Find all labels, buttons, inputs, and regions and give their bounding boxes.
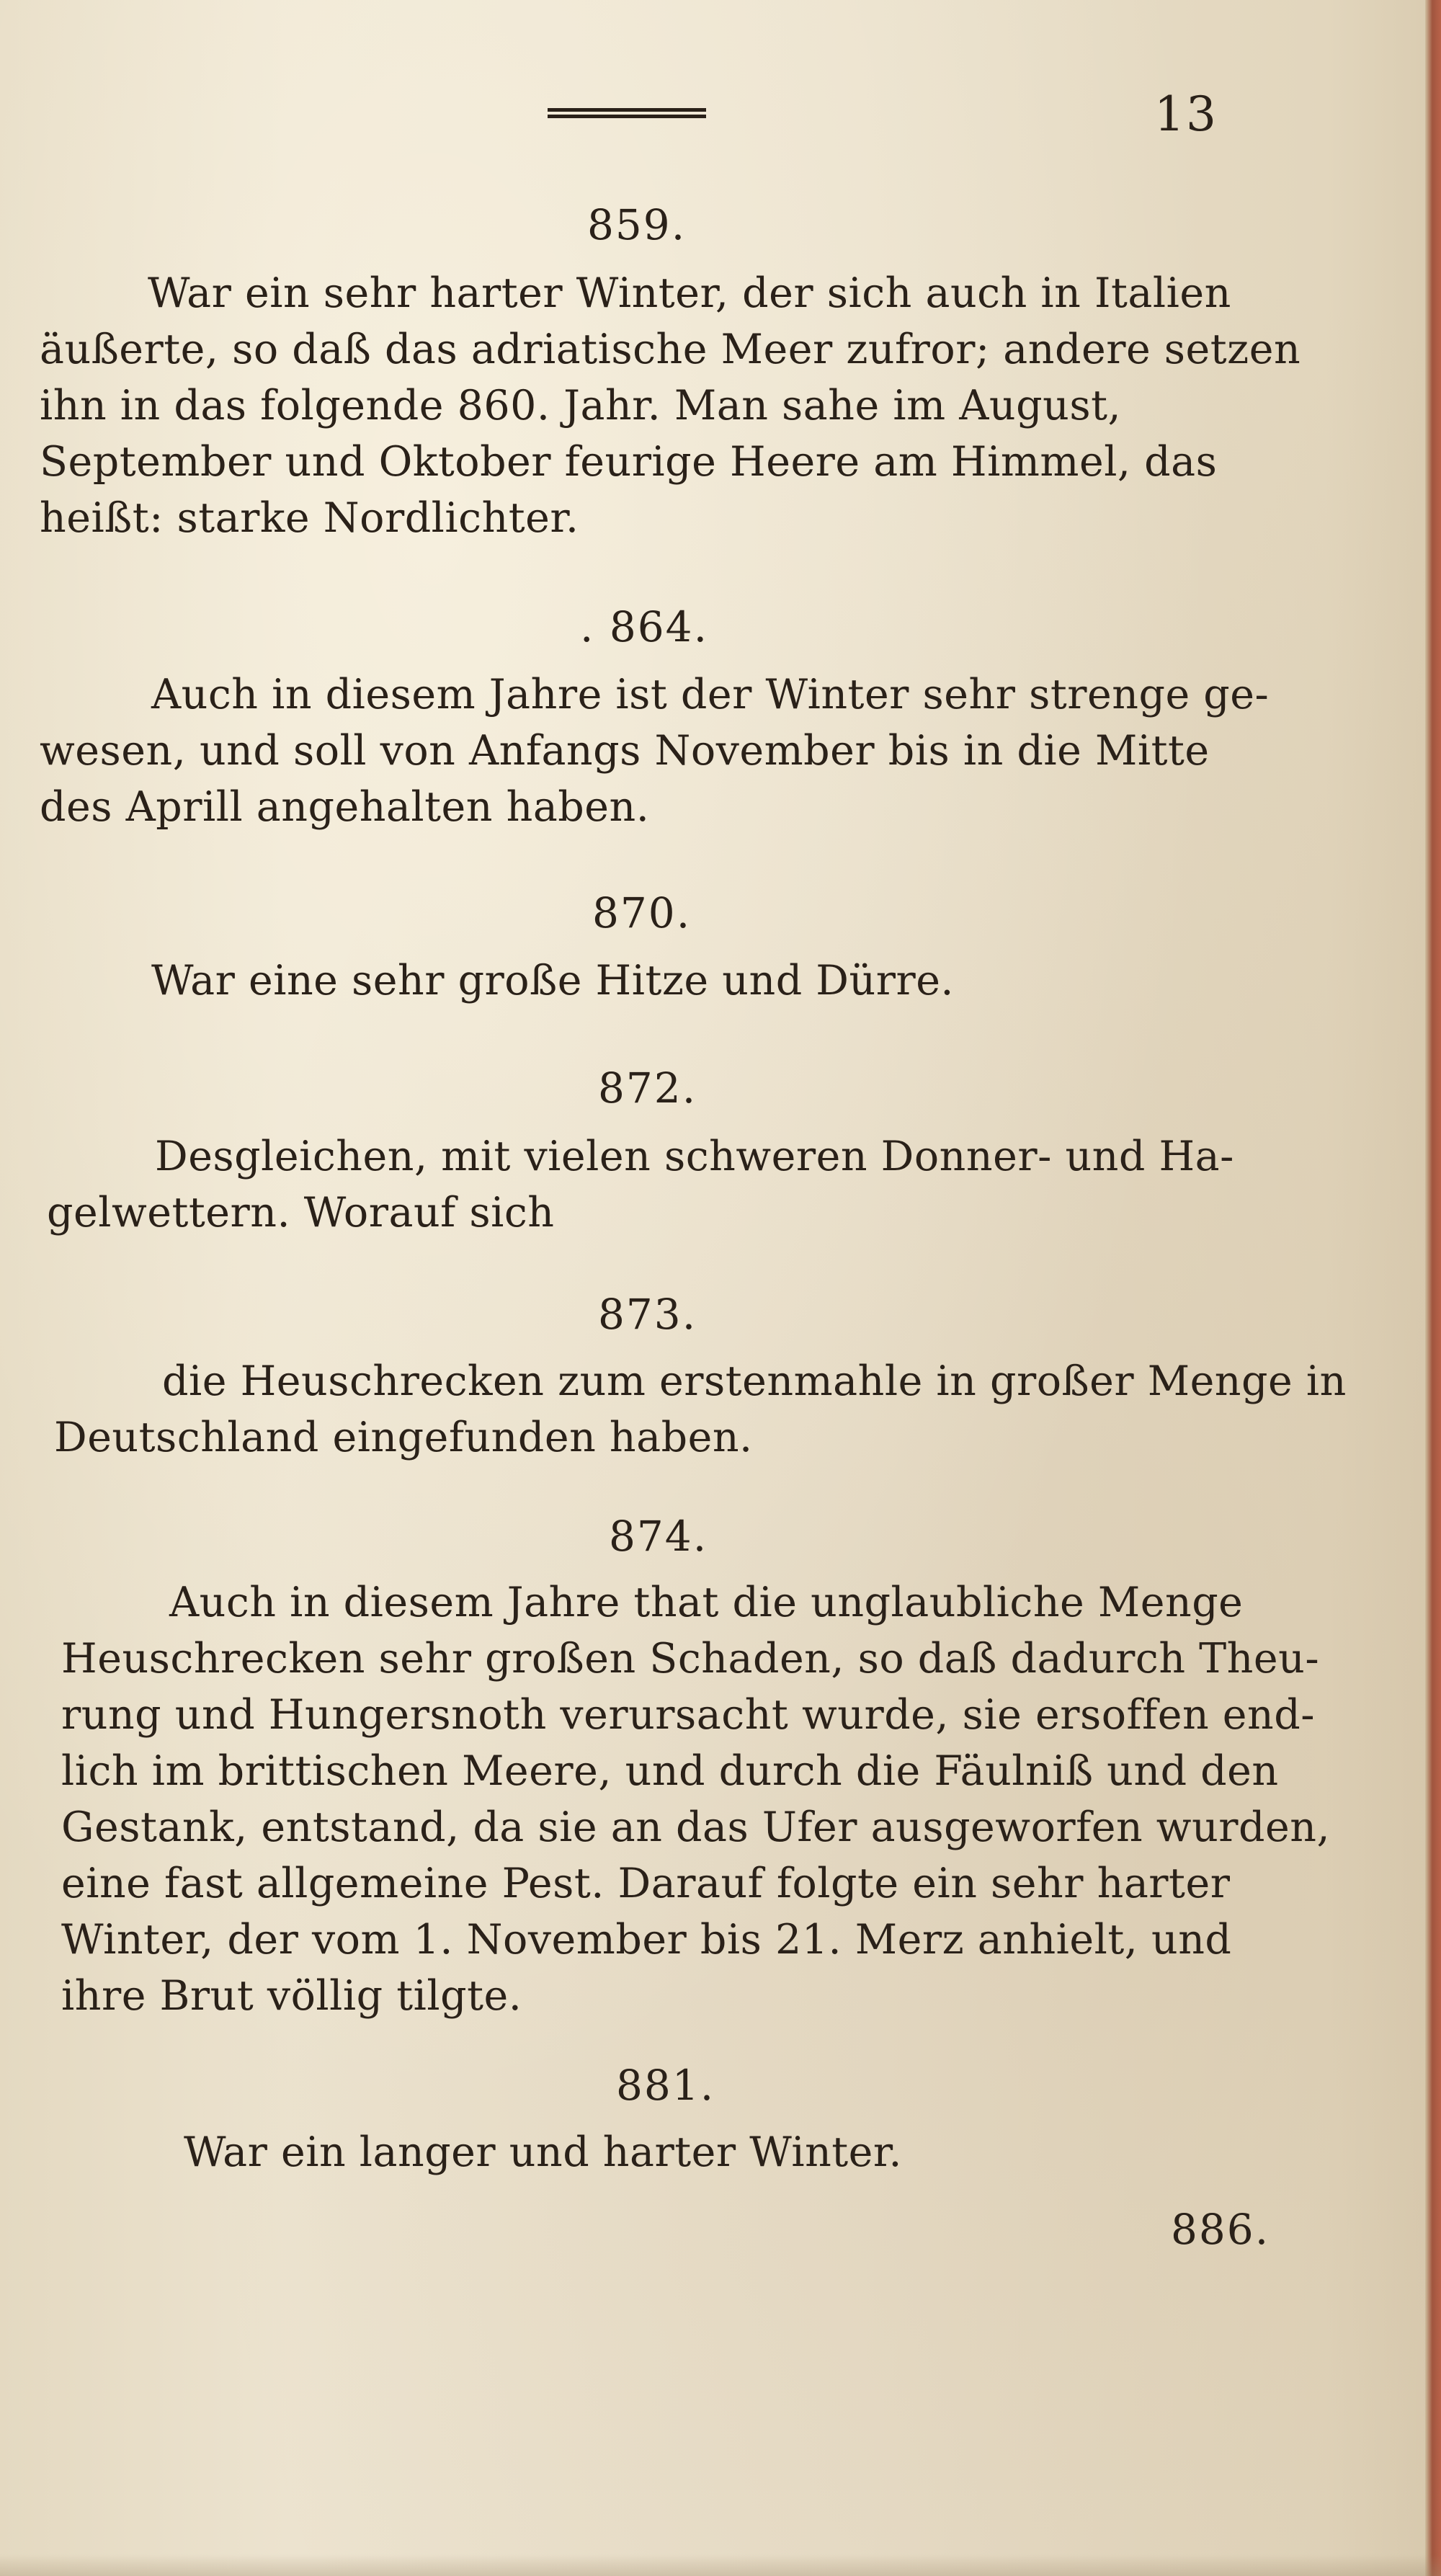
catchword: 886. (1171, 2205, 1270, 2254)
text-line: War eine sehr große Hitze und Dürre. (151, 957, 955, 1004)
text-line: ihre Brut völlig tilgte. (61, 1972, 522, 2020)
text-line: War ein langer und harter Winter. (184, 2129, 903, 2176)
entry-872-text (47, 1128, 1234, 1241)
entry-881-text (184, 2124, 902, 2180)
text-line: September und Oktober feurige Heere am Himmel, das (40, 438, 1218, 486)
text-line: War ein sehr harter Winter, der sich auch in Italien (148, 269, 1231, 317)
text-line: des Aprill angehalten haben. (40, 783, 650, 831)
text-line: rung und Hungersnoth verursacht wurde, sie ersoffen end- (61, 1691, 1315, 1739)
text-line: ihn in das folgende 860. Jahr. Man sahe im August, (40, 382, 1122, 429)
text-line: die Heuschrecken zum erstenmahle in großer Menge in (162, 1358, 1347, 1405)
page-shadow (0, 2554, 1441, 2576)
year-heading-872: 872. (598, 1064, 697, 1113)
entry-859-text (40, 265, 1301, 546)
text-line: wesen, und soll von Anfangs November bis in die Mitte (40, 727, 1210, 775)
page-edge (1425, 0, 1441, 2576)
year-heading-870: 870. (592, 888, 692, 937)
entry-874-text (61, 1574, 1330, 2024)
text-line: Auch in diesem Jahre ist der Winter sehr strenge ge- (151, 671, 1270, 718)
text-line: Desgleichen, mit vielen schweren Donner- und Ha- (155, 1133, 1234, 1180)
year-heading-859: 859. (587, 200, 687, 249)
text-line: Auch in diesem Jahre that die unglaubliche Menge (169, 1579, 1244, 1626)
text-line: Gestank, entstand, da sie an das Ufer ausgeworfen wurden, (61, 1804, 1331, 1851)
entry-864-text (40, 667, 1269, 835)
year-heading-873: 873. (598, 1290, 697, 1339)
page-number: 13 (1154, 86, 1218, 142)
text-line: Heuschrecken sehr großen Schaden, so daß dadurch Theu- (61, 1635, 1320, 1683)
text-line: lich im brittischen Meere, und durch die Fäulniß und den (61, 1747, 1279, 1795)
text-line: eine fast allgemeine Pest. Darauf folgte ein sehr harter (61, 1860, 1231, 1907)
year-heading-874: 874. (609, 1512, 708, 1561)
year-heading-864: . 864. (580, 602, 709, 651)
header-rule (548, 108, 706, 120)
entry-870-text (151, 953, 954, 1009)
text-line: Deutschland eingefunden haben. (54, 1414, 753, 1461)
text-line: Winter, der vom 1. November bis 21. Merz anhielt, und (61, 1916, 1232, 1964)
text-line: äußerte, so daß das adriatische Meer zufror; andere setzen (40, 326, 1301, 373)
entry-873-text (54, 1353, 1347, 1466)
text-line: heißt: starke Nordlichter. (40, 494, 579, 542)
year-heading-881: 881. (616, 2061, 715, 2110)
text-line: gelwettern. Worauf sich (47, 1189, 555, 1236)
